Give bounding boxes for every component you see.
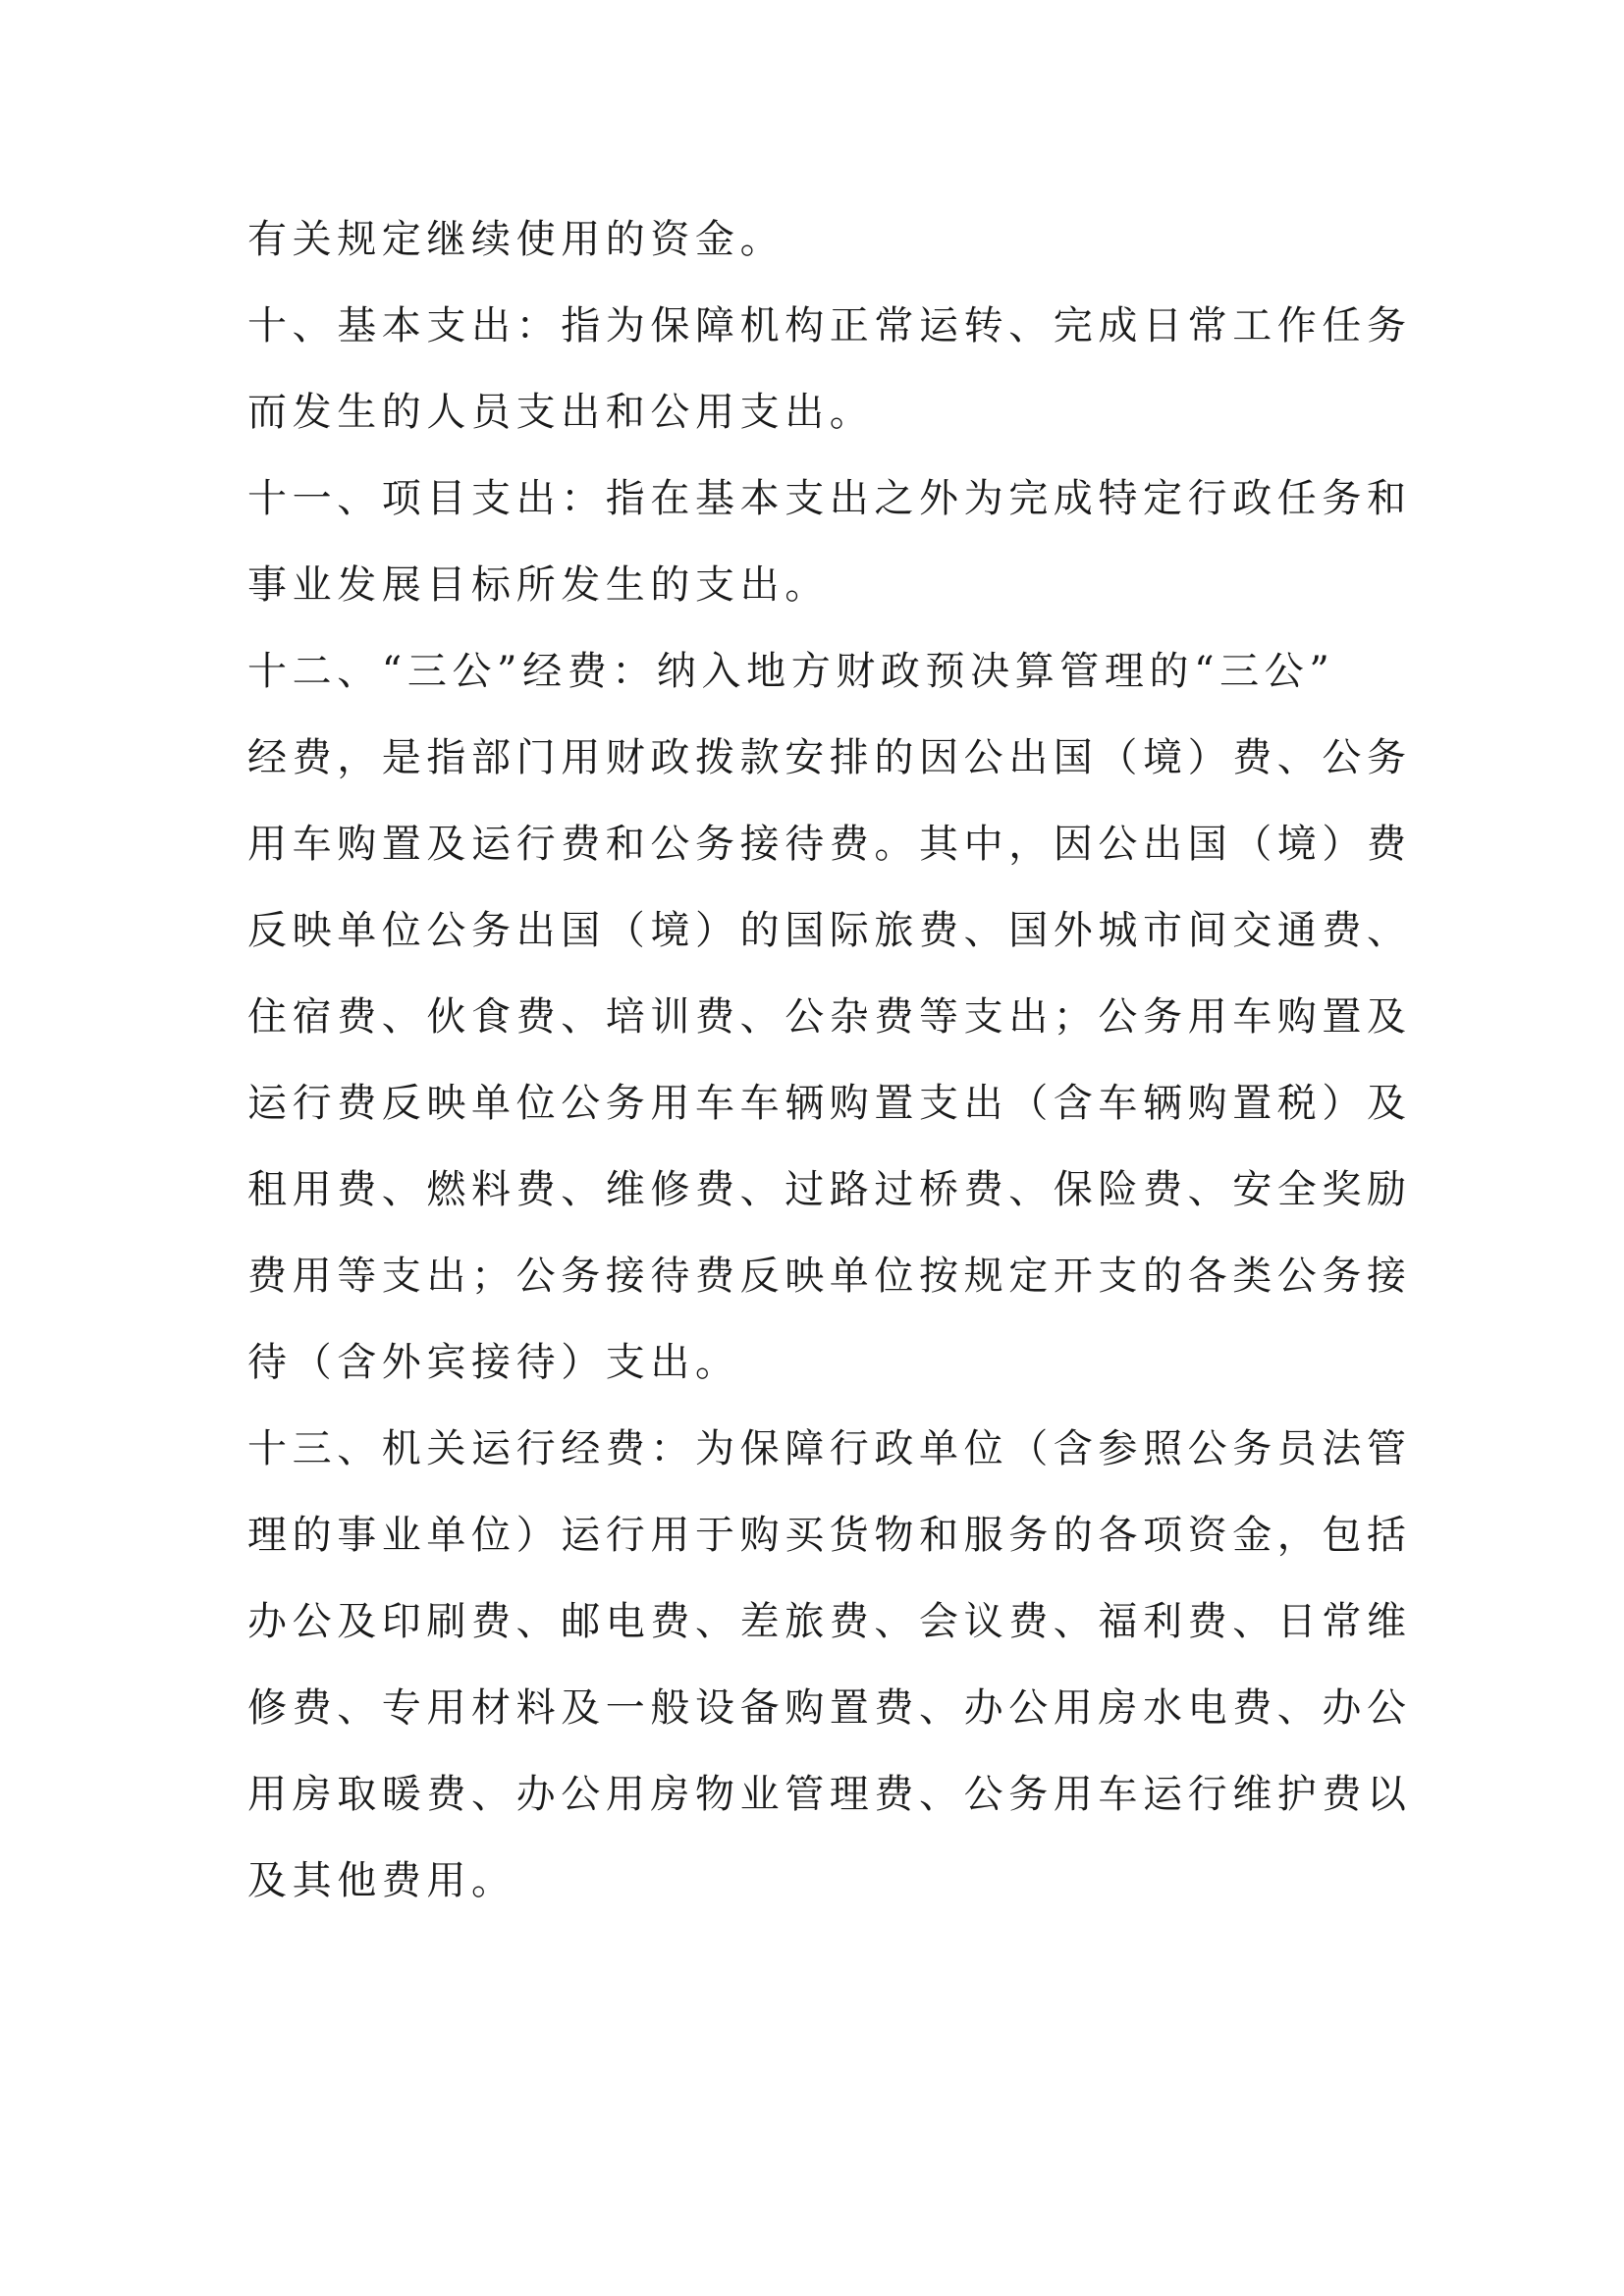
text-line-11: 运行费反映单位公务用车车辆购置支出（含车辆购置税）及 <box>247 1081 1412 1126</box>
text-line-6: 十二、“三公”经费：纳入地方财政预决算管理的“三公” <box>247 649 1335 694</box>
text-line-5: 事业发展目标所发生的支出。 <box>247 562 830 608</box>
text-line-17: 办公及印刷费、邮电费、差旅费、会议费、福利费、日常维 <box>247 1599 1412 1644</box>
text-line-3: 而发生的人员支出和公用支出。 <box>247 390 875 435</box>
text-line-16: 理的事业单位）运行用于购买货物和服务的各项资金，包括 <box>247 1513 1412 1558</box>
text-line-12: 租用费、燃料费、维修费、过路过桥费、保险费、安全奖励 <box>247 1167 1412 1212</box>
text-line-20: 及其他费用。 <box>247 1858 516 1903</box>
text-line-7: 经费，是指部门用财政拨款安排的因公出国（境）费、公务 <box>247 735 1412 780</box>
text-line-8: 用车购置及运行费和公务接待费。其中，因公出国（境）费 <box>247 822 1412 867</box>
text-line-2: 十、基本支出：指为保障机构正常运转、完成日常工作任务 <box>247 303 1412 348</box>
text-line-4: 十一、项目支出：指在基本支出之外为完成特定行政任务和 <box>247 476 1412 521</box>
text-line-1: 有关规定继续使用的资金。 <box>247 217 785 262</box>
text-line-14: 待（含外宾接待）支出。 <box>247 1340 740 1385</box>
text-line-10: 住宿费、伙食费、培训费、公杂费等支出；公务用车购置及 <box>247 994 1412 1040</box>
text-line-18: 修费、专用材料及一般设备购置费、办公用房水电费、办公 <box>247 1685 1412 1731</box>
text-line-19: 用房取暖费、办公用房物业管理费、公务用车运行维护费以 <box>247 1772 1412 1817</box>
text-line-9: 反映单位公务出国（境）的国际旅费、国外城市间交通费、 <box>247 908 1412 953</box>
text-line-15: 十三、机关运行经费：为保障行政单位（含参照公务员法管 <box>247 1426 1412 1471</box>
body-text <box>247 196 1412 1924</box>
text-line-13: 费用等支出；公务接待费反映单位按规定开支的各类公务接 <box>247 1254 1412 1299</box>
